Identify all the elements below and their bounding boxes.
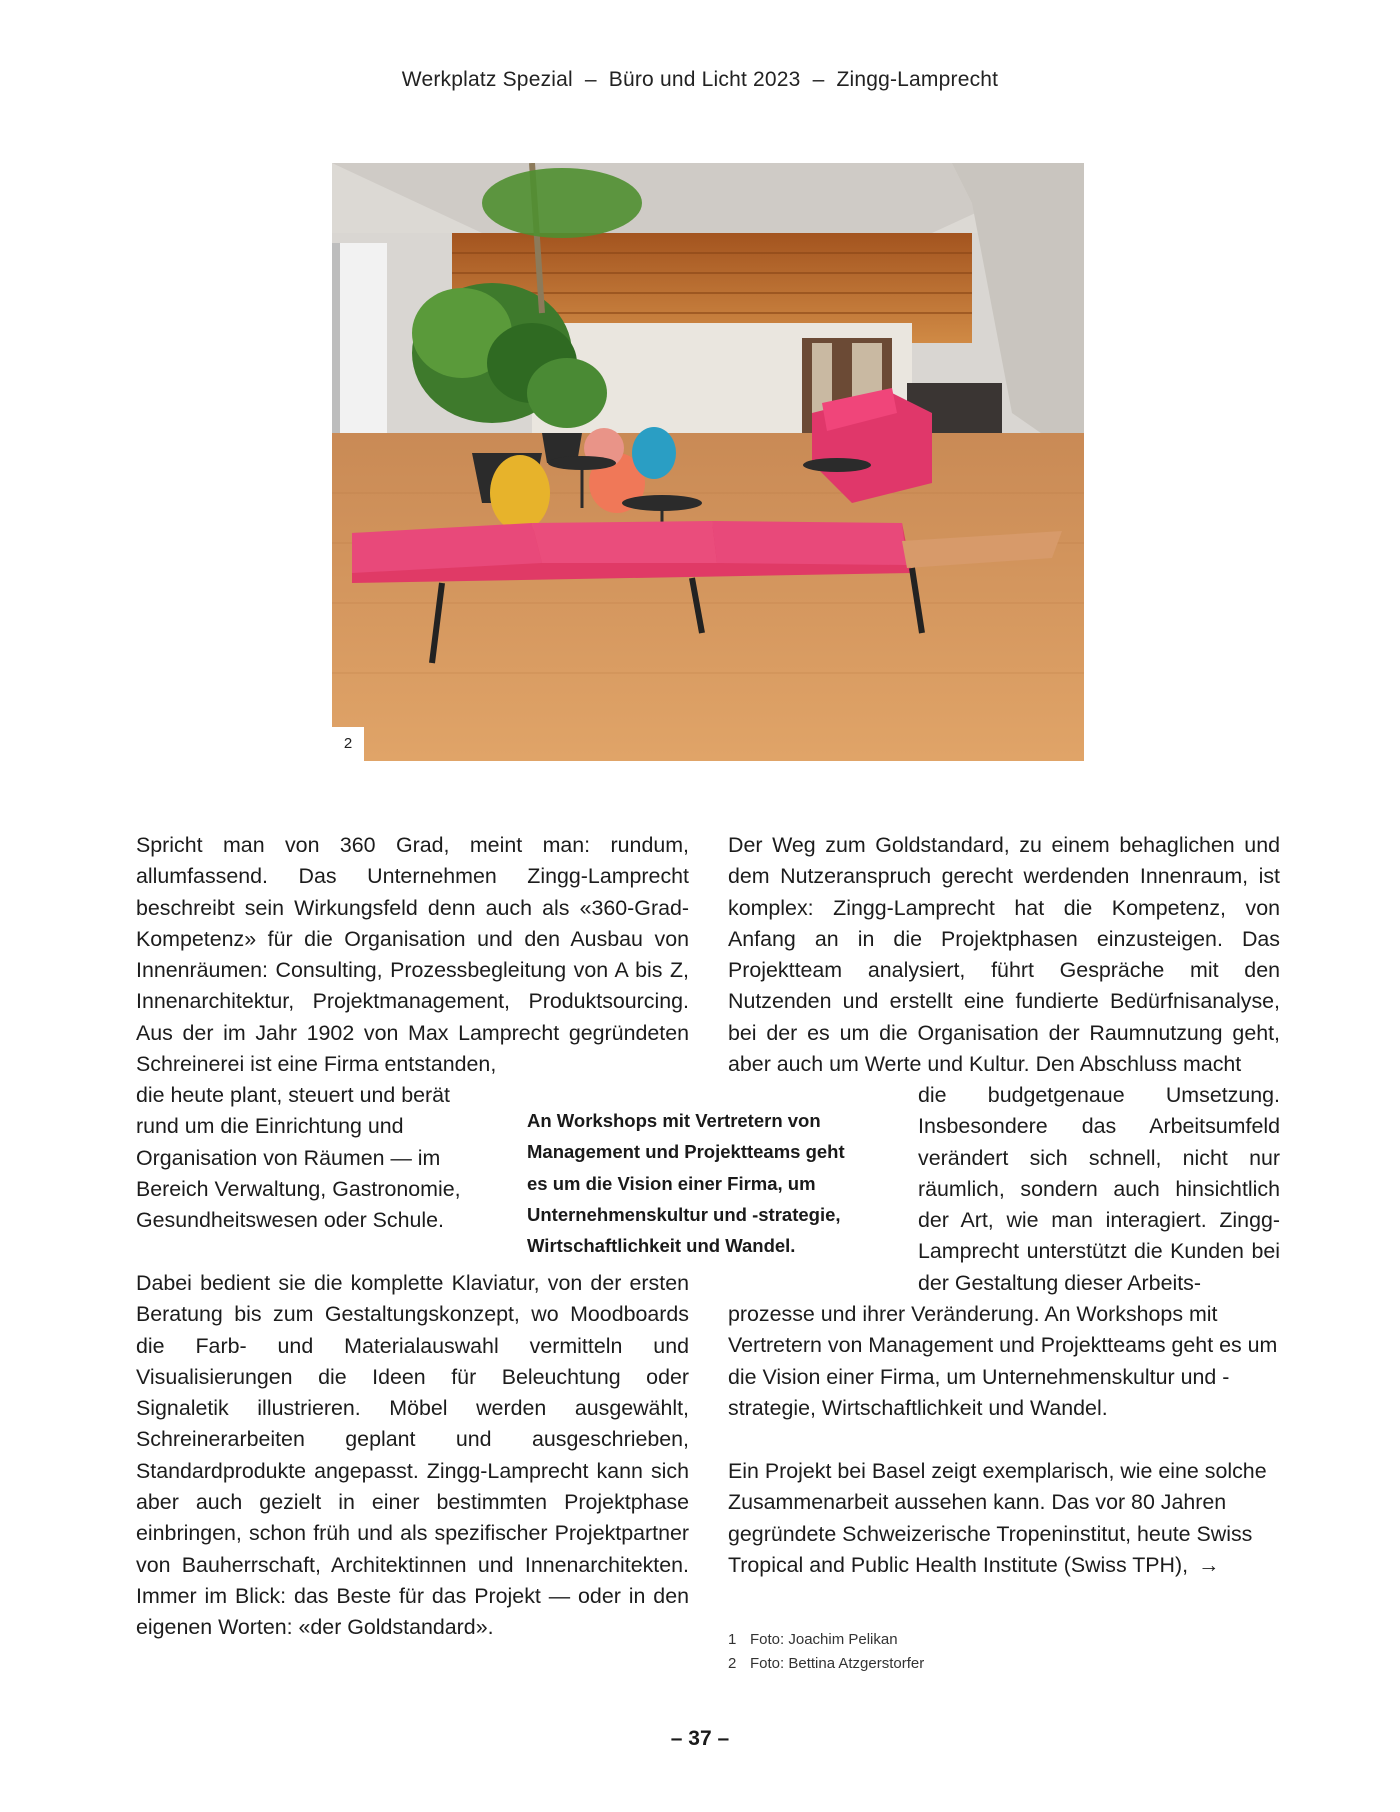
photo-credits — [728, 1628, 924, 1676]
header-separator: – — [812, 68, 825, 91]
header-company: Zingg-Lamprecht — [836, 68, 999, 91]
page-number: – 37 – — [670, 1727, 730, 1750]
left-column-para-2 — [136, 1268, 689, 1644]
header-separator: – — [584, 68, 597, 91]
header-publication: Werkplatz Spezial — [401, 68, 573, 91]
credit-line — [728, 1628, 924, 1652]
body-text: Spricht man von 360 Grad, meint man: rundum, allumfassend. Das Unternehmen Zingg-Lamprecht beschreibt sein Wirkungsfeld denn auch als «360-Grad-Kompetenz» für die Organisation und den Ausbau von Innenräumen: Consulting, Prozessbegleitung von A bis Z, Innenarchitektur, Projektmanagement, Produktsourcing. Aus der im Jahr 1902 von Max Lamprecht gegründeten Schreinerei ist eine Firma entstanden, — [136, 833, 689, 1077]
office-lounge-photo — [332, 163, 1084, 761]
body-text: Der Weg zum Goldstandard, zu einem behaglichen und dem Nutzeranspruch gerecht werdenden Innenraum, ist komplex: Zingg-Lamprecht hat die Kompetenz, von Anfang an in die Projektphasen einzusteigen. Das Projektteam analysiert, führt Gespräche mit den Nutzenden und erstellt eine fundierte Bedürfnisanalyse, bei der es um die Organisation der Raumnutzung geht, aber auch um Werte und Kultur. Den Abschluss macht — [728, 833, 1280, 1077]
right-column-para-1 — [728, 830, 1280, 1080]
continue-arrow-icon: → — [1198, 1552, 1220, 1577]
right-column-para-1-continued — [918, 1080, 1280, 1299]
pull-quote-line: Unternehmenskultur und -strategie, — [527, 1203, 841, 1225]
credit-number: 2 — [728, 1655, 737, 1672]
body-text: die heute plant, steuert und berät rund um die Einrichtung und Organisation von Räumen — im Bereich Verwaltung, Gastronomie, Gesundheitswesen oder Schule. — [136, 1083, 461, 1233]
body-text: die budgetgenaue Umsetzung. Insbesondere das Arbeitsumfeld verändert sich schnell, nicht nur räumlich, sondern auch hinsichtlich der Art, wie man interagiert. Zingg-Lamprecht unterstützt die Kunden bei der Gestaltung dieser Arbeits- — [918, 1083, 1280, 1295]
left-column-para-1-continued — [136, 1080, 498, 1236]
body-text: Dabei bedient sie die komplette Klaviatur, von der ersten Beratung bis zum Gestaltungskonzept, wo Moodboards die Farb- und Materialauswahl vermitteln und Visualisierungen die Ideen für Beleuchtung oder Signaletik illustrieren. Möbel werden ausgewählt, Schreinerarbeiten geplant und ausgeschrieben, Standardprodukte angepasst. Zingg-Lamprecht kann sich aber auch gezielt in einer bestimmten Projektphase einbringen, schon früh und als spezifischer Projektpartner von Bauherrschaft, Architektinnen und Innenarchitekten. Immer im Blick: das Beste für das Projekt — oder in den eigenen Worten: «der Goldstandard». — [136, 1271, 689, 1640]
credit-number: 1 — [728, 1631, 737, 1648]
running-header — [0, 68, 1400, 92]
body-text: prozesse und ihrer Veränderung. An Workshops mit Vertretern von Management und Projektteams geht es um die Vision einer Firma, um Unternehmenskultur und -strategie, Wirtschaftlichkeit und Wandel. — [728, 1302, 1278, 1420]
left-column-para-1 — [136, 830, 689, 1080]
figure-number: 2 — [332, 727, 364, 761]
pull-quote-line: es um die Vision einer Firma, um — [527, 1172, 816, 1194]
pull-quote-line: An Workshops mit Vertretern von — [527, 1110, 821, 1131]
credit-text: Foto: Joachim Pelikan — [750, 1631, 898, 1648]
header-issue: Büro und Licht 2023 — [608, 68, 801, 91]
credit-line — [728, 1652, 924, 1676]
pull-quote-line: Wirtschaftlichkeit und Wandel. — [527, 1235, 796, 1257]
pull-quote-line: Management und Projektteams geht — [527, 1141, 845, 1163]
right-column-para-1-end — [728, 1299, 1280, 1424]
credit-text: Foto: Bettina Atzgerstorfer — [750, 1655, 925, 1672]
right-column-para-2 — [728, 1456, 1280, 1581]
pull-quote — [527, 1105, 887, 1261]
body-text: Ein Projekt bei Basel zeigt exemplarisch, wie eine solche Zusammenarbeit aussehen kann. Das vor 80 Jahren gegründete Schweizerische Tropeninstitut, heute Swiss Tropical and Public Health Institute (Swiss TPH), — [728, 1459, 1267, 1577]
